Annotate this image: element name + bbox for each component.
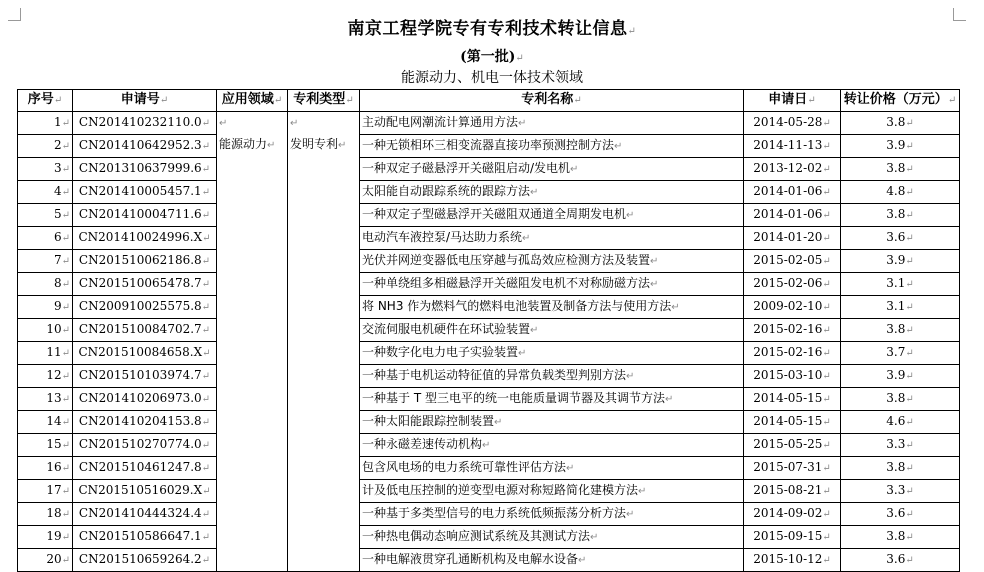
row-price: 3.8↵	[841, 158, 960, 181]
row-application-no: CN200910025575.8↵	[73, 296, 217, 319]
table-row	[18, 503, 960, 526]
row-patent-name: 一种太阳能跟踪控制装置↵	[360, 411, 744, 434]
domain-cell: ↵ 能源动力↵	[217, 112, 288, 572]
row-application-no: CN201510084702.7↵	[73, 319, 217, 342]
row-patent-name: 一种永磁差速传动机构↵	[360, 434, 744, 457]
row-patent-name: 一种双定子磁悬浮开关磁阻启动/发电机↵	[360, 158, 744, 181]
row-patent-name: 一种热电偶动态响应测试系统及其测试方法↵	[360, 526, 744, 549]
row-price: 3.3↵	[841, 434, 960, 457]
header-domain: 应用领域↵	[217, 90, 288, 112]
row-patent-name: 一种基于多类型信号的电力系统低频振荡分析方法↵	[360, 503, 744, 526]
row-price: 3.8↵	[841, 457, 960, 480]
row-patent-name: 一种基于电机运动特征值的异常负载类型判别方法↵	[360, 365, 744, 388]
row-index: 20↵	[18, 549, 73, 572]
row-date: 2015-02-05↵	[744, 250, 841, 273]
table-row	[18, 434, 960, 457]
table-row	[18, 342, 960, 365]
header-date: 申请日↵	[744, 90, 841, 112]
patent-type-value: 发明专利	[290, 137, 339, 151]
row-price: 3.6↵	[841, 503, 960, 526]
row-index: 16↵	[18, 457, 73, 480]
header-patent-name: 专利名称↵	[360, 90, 744, 112]
row-price: 3.9↵	[841, 365, 960, 388]
header-price: 转让价格（万元）↵	[841, 90, 960, 112]
row-application-no: CN201410004711.6↵	[73, 204, 217, 227]
row-price: 3.8↵	[841, 388, 960, 411]
table-row	[18, 457, 960, 480]
row-price: 3.1↵	[841, 296, 960, 319]
row-index: 19↵	[18, 526, 73, 549]
row-index: 4↵	[18, 181, 73, 204]
table-row	[18, 411, 960, 434]
row-index: 11↵	[18, 342, 73, 365]
row-index: 3↵	[18, 158, 73, 181]
row-price: 3.8↵	[841, 204, 960, 227]
table-row	[18, 273, 960, 296]
row-application-no: CN201510103974.7↵	[73, 365, 217, 388]
row-index: 2↵	[18, 135, 73, 158]
row-date: 2013-12-02↵	[744, 158, 841, 181]
row-date: 2014-05-28↵	[744, 112, 841, 135]
row-application-no: CN201410005457.1↵	[73, 181, 217, 204]
row-price: 3.7↵	[841, 342, 960, 365]
row-application-no: CN201410642952.3↵	[73, 135, 217, 158]
table-row	[18, 181, 960, 204]
table-row	[18, 319, 960, 342]
row-date: 2015-02-16↵	[744, 319, 841, 342]
row-price: 3.3↵	[841, 480, 960, 503]
row-patent-name: 一种数字化电力电子实验装置↵	[360, 342, 744, 365]
row-application-no: CN201510516029.X↵	[73, 480, 217, 503]
row-patent-name: 主动配电网潮流计算通用方法↵	[360, 112, 744, 135]
row-application-no: CN201510270774.0↵	[73, 434, 217, 457]
table-row	[18, 135, 960, 158]
header-patent-type: 专利类型↵	[288, 90, 360, 112]
row-date: 2015-07-31↵	[744, 457, 841, 480]
row-patent-name: 一种电解液贯穿孔通断机构及电解水设备↵	[360, 549, 744, 572]
header-index: 序号↵	[18, 90, 73, 112]
domain-value: 能源动力	[219, 137, 268, 151]
row-application-no: CN201510461247.8↵	[73, 457, 217, 480]
row-date: 2015-02-06↵	[744, 273, 841, 296]
row-price: 3.9↵	[841, 250, 960, 273]
patent-type-cell: ↵ 发明专利↵	[288, 112, 360, 572]
row-application-no: CN201510659264.2↵	[73, 549, 217, 572]
row-index: 13↵	[18, 388, 73, 411]
row-date: 2015-03-10↵	[744, 365, 841, 388]
row-patent-name: 一种双定子型磁悬浮开关磁阻双通道全周期发电机↵	[360, 204, 744, 227]
table-row	[18, 388, 960, 411]
row-patent-name: 电动汽车液控泵/马达助力系统↵	[360, 227, 744, 250]
row-date: 2014-09-02↵	[744, 503, 841, 526]
row-application-no: CN201410024996.X↵	[73, 227, 217, 250]
row-index: 1↵	[18, 112, 73, 135]
row-application-no: CN201410204153.8↵	[73, 411, 217, 434]
row-application-no: CN201510586647.1↵	[73, 526, 217, 549]
row-index: 15↵	[18, 434, 73, 457]
row-date: 2015-10-12↵	[744, 549, 841, 572]
row-date: 2015-09-15↵	[744, 526, 841, 549]
row-date: 2009-02-10↵	[744, 296, 841, 319]
table-row	[18, 296, 960, 319]
row-application-no: CN201510062186.8↵	[73, 250, 217, 273]
row-price: 4.8↵	[841, 181, 960, 204]
row-patent-name: 一种无锁相环三相变流器直接功率预测控制方法↵	[360, 135, 744, 158]
row-index: 17↵	[18, 480, 73, 503]
row-price: 3.1↵	[841, 273, 960, 296]
row-application-no: CN201410232110.0↵	[73, 112, 217, 135]
row-price: 3.6↵	[841, 227, 960, 250]
table-row	[18, 158, 960, 181]
row-date: 2015-08-21↵	[744, 480, 841, 503]
row-price: 3.8↵	[841, 319, 960, 342]
table-row	[18, 365, 960, 388]
row-patent-name: 计及低电压控制的逆变型电源对称短路简化建模方法↵	[360, 480, 744, 503]
header-application-no: 申请号↵	[73, 90, 217, 112]
row-patent-name: 交流伺服电机硬件在环试验装置↵	[360, 319, 744, 342]
table-row	[18, 250, 960, 273]
row-price: 3.6↵	[841, 549, 960, 572]
row-date: 2014-05-15↵	[744, 411, 841, 434]
row-patent-name: 将 NH3 作为燃料气的燃料电池装置及制备方法与使用方法↵	[360, 296, 744, 319]
row-price: 3.8↵	[841, 526, 960, 549]
row-date: 2014-01-06↵	[744, 204, 841, 227]
row-index: 5↵	[18, 204, 73, 227]
row-application-no: CN201510084658.X↵	[73, 342, 217, 365]
row-patent-name: 包含风电场的电力系统可靠性评估方法↵	[360, 457, 744, 480]
row-date: 2015-02-16↵	[744, 342, 841, 365]
patent-table	[17, 89, 960, 572]
row-index: 14↵	[18, 411, 73, 434]
row-application-no: CN201310637999.6↵	[73, 158, 217, 181]
row-date: 2014-11-13↵	[744, 135, 841, 158]
row-price: 3.9↵	[841, 135, 960, 158]
row-price: 4.6↵	[841, 411, 960, 434]
table-row	[18, 112, 960, 135]
row-patent-name: 一种基于 T 型三电平的统一电能质量调节器及其调节方法↵	[360, 388, 744, 411]
row-price: 3.8↵	[841, 112, 960, 135]
row-application-no: CN201510065478.7↵	[73, 273, 217, 296]
table-row	[18, 227, 960, 250]
row-date: 2015-05-25↵	[744, 434, 841, 457]
row-index: 10↵	[18, 319, 73, 342]
table-row	[18, 526, 960, 549]
row-index: 6↵	[18, 227, 73, 250]
row-application-no: CN201410444324.4↵	[73, 503, 217, 526]
row-date: 2014-01-06↵	[744, 181, 841, 204]
row-index: 9↵	[18, 296, 73, 319]
document-title: 南京工程学院专有专利技术转让信息↵	[347, 19, 637, 39]
table-row	[18, 480, 960, 503]
technology-field: 能源动力、机电一体技术领域	[401, 70, 583, 86]
batch-label: (第一批)↵	[460, 49, 524, 65]
row-patent-name: 一种单绕组多相磁悬浮开关磁阻发电机不对称励磁方法↵	[360, 273, 744, 296]
table-header-row	[18, 90, 960, 112]
row-date: 2014-01-20↵	[744, 227, 841, 250]
table-row	[18, 204, 960, 227]
row-date: 2014-05-15↵	[744, 388, 841, 411]
row-index: 18↵	[18, 503, 73, 526]
row-application-no: CN201410206973.0↵	[73, 388, 217, 411]
row-index: 8↵	[18, 273, 73, 296]
row-index: 7↵	[18, 250, 73, 273]
row-patent-name: 太阳能自动跟踪系统的跟踪方法↵	[360, 181, 744, 204]
row-patent-name: 光伏并网逆变器低电压穿越与孤岛效应检测方法及装置↵	[360, 250, 744, 273]
row-index: 12↵	[18, 365, 73, 388]
table-row	[18, 549, 960, 572]
